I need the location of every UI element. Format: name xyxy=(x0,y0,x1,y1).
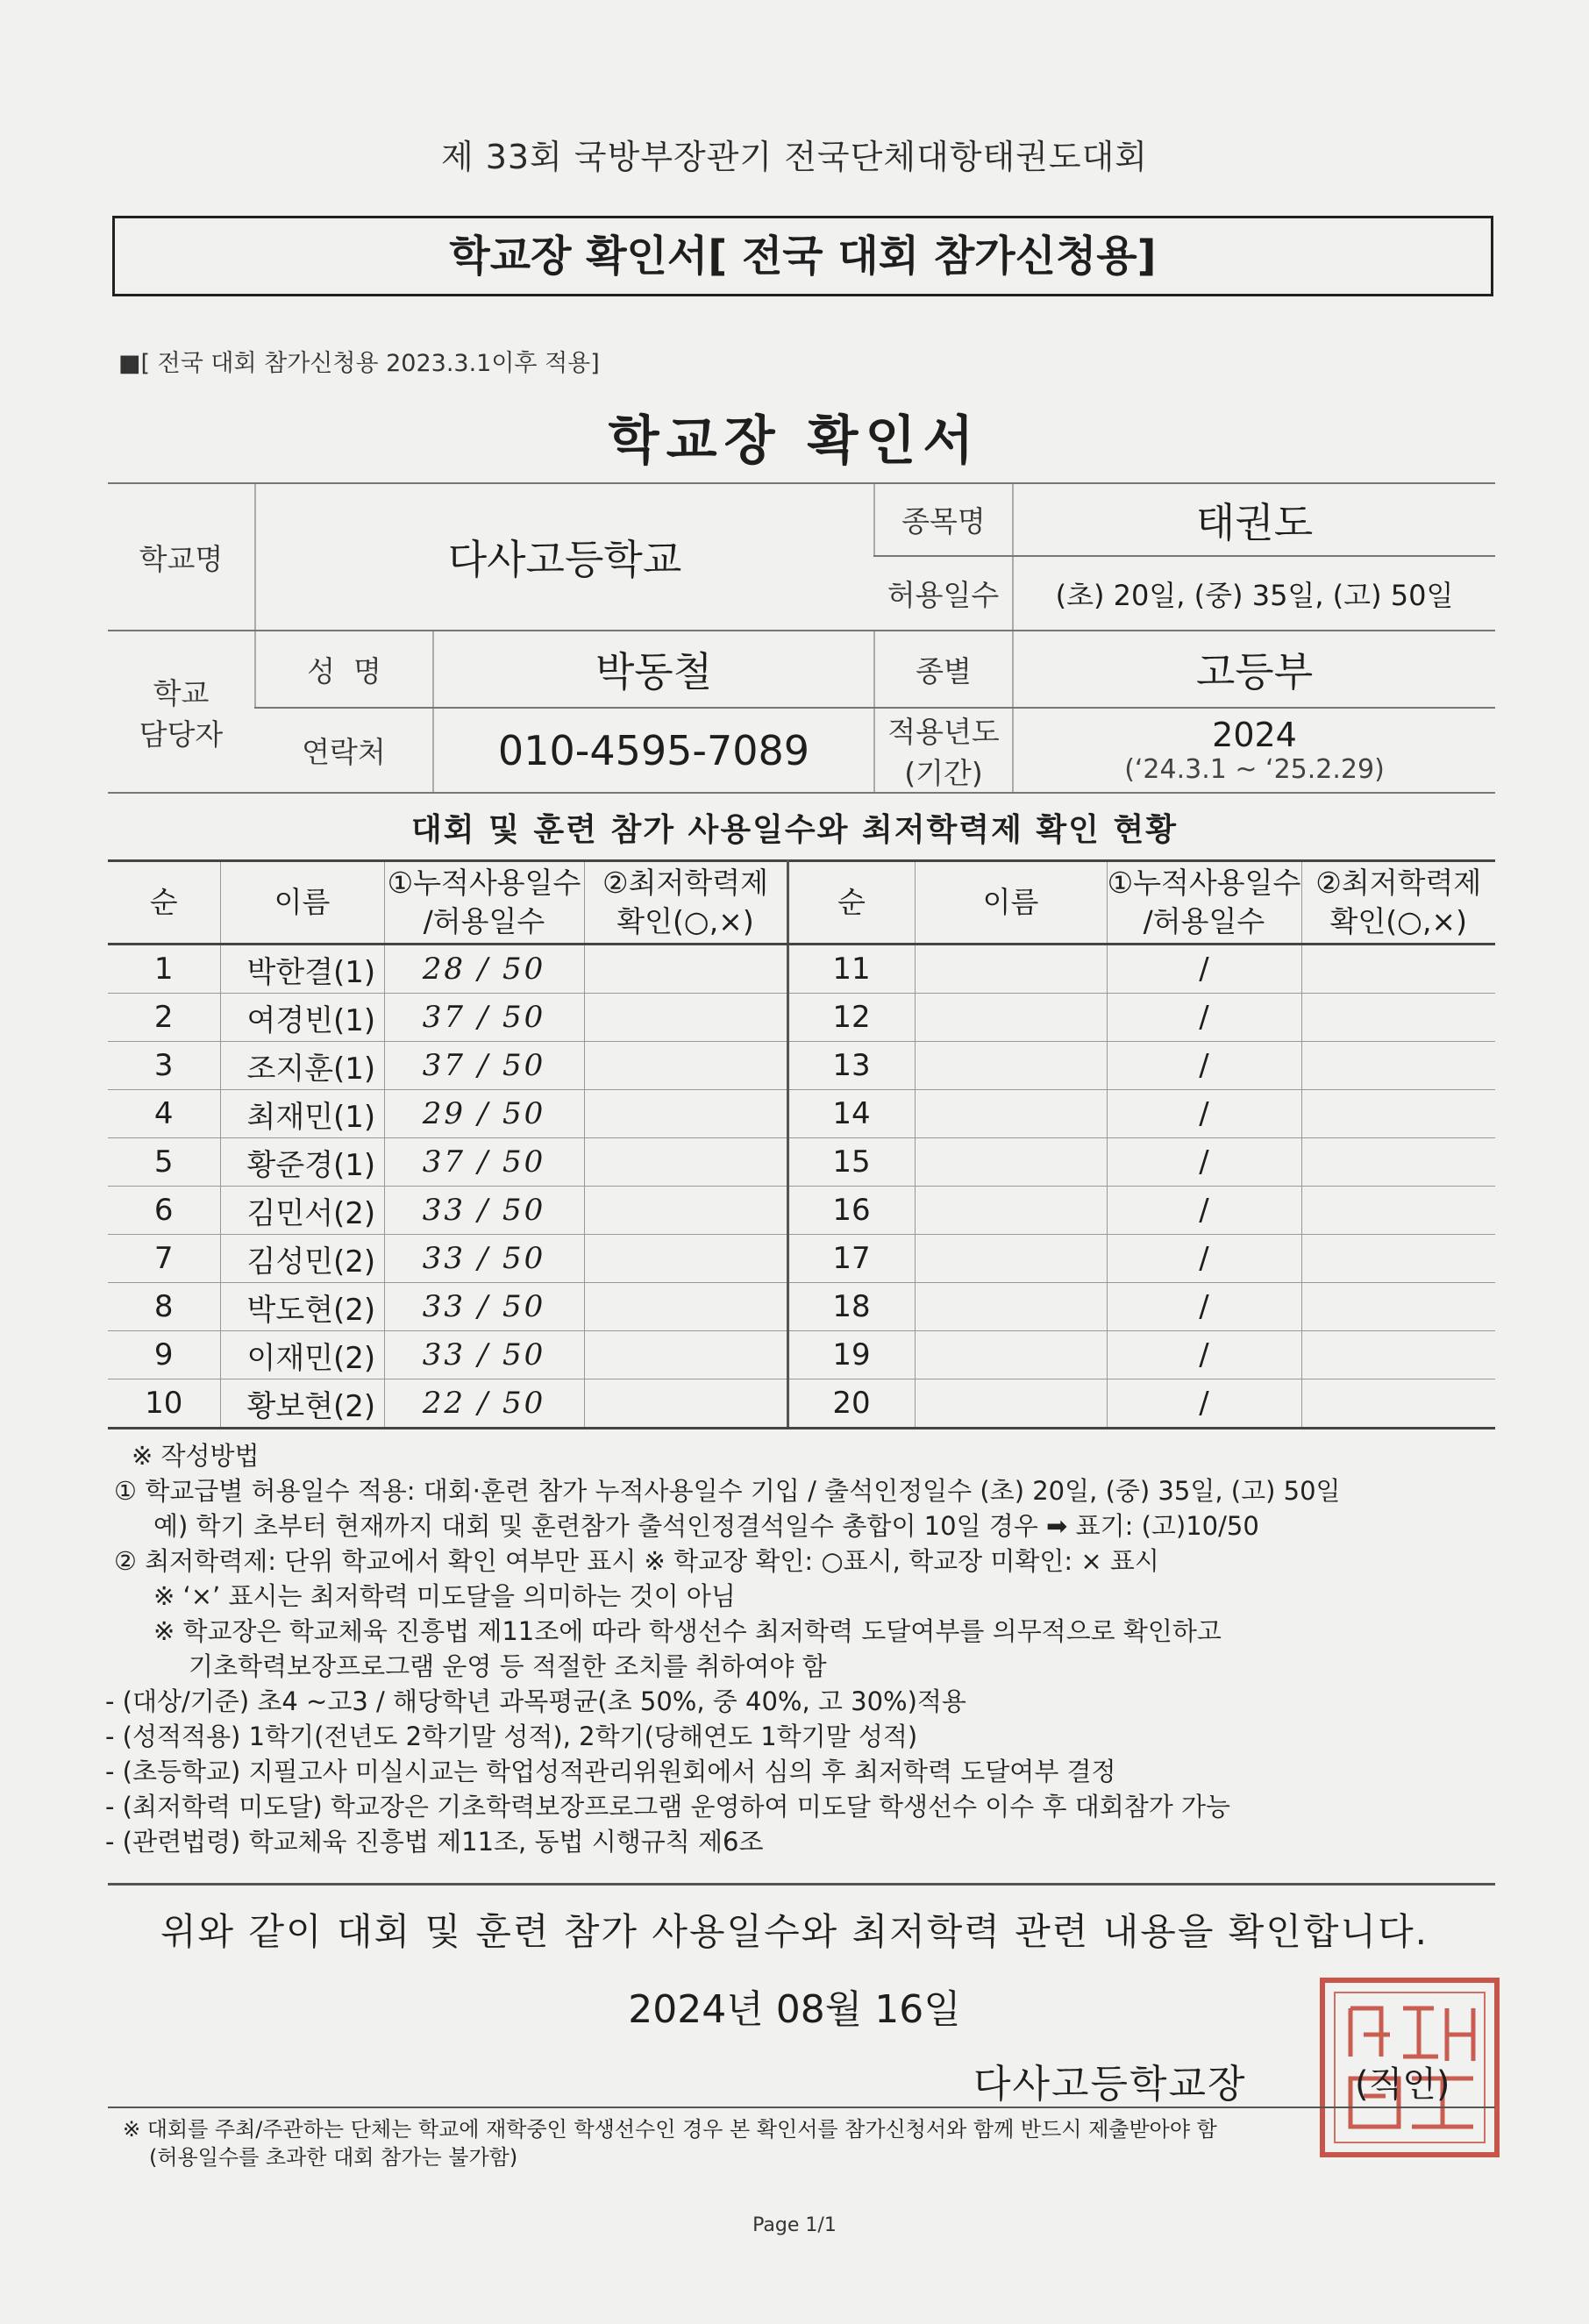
main-title: 학교장 확인서 xyxy=(608,410,981,472)
row-check-right xyxy=(1301,1283,1495,1331)
row-days: 37 / 50 xyxy=(384,1042,584,1090)
header-check-right-line2: 확인(○,×) xyxy=(1329,904,1467,938)
header-check xyxy=(584,861,787,945)
method-line: - (최저학력 미도달) 학교장은 기초학력보장프로그램 운영하여 미도달 학생선수 이수 후 대회참가 가능 xyxy=(105,1792,1231,1821)
row-no: 2 xyxy=(108,994,220,1042)
row-check-right xyxy=(1301,1235,1495,1283)
method-line: ※ ‘×’ 표시는 최저학력 미도달을 의미하는 것이 아님 xyxy=(153,1581,736,1611)
row-days: 33 / 50 xyxy=(384,1187,584,1235)
row-days-right: / xyxy=(1107,1138,1301,1187)
header-no: 순 xyxy=(108,861,220,945)
table-row xyxy=(108,1042,1495,1090)
writing-method xyxy=(105,1438,1500,1859)
table-row xyxy=(108,1331,1495,1379)
row-name-right xyxy=(915,1042,1107,1090)
row-name-right xyxy=(915,1235,1107,1283)
confirm-statement: 위와 같이 대회 및 훈련 참가 사용일수와 최저학력 관련 내용을 확인합니다. xyxy=(160,1910,1429,1953)
method-line: - (성적적용) 1학기(전년도 2학기말 성적), 2학기(당해연도 1학기말 성적) xyxy=(105,1722,918,1751)
header-check-line1: ②최저학력제 xyxy=(602,866,768,900)
header-days-line2: /허용일수 xyxy=(423,904,545,938)
row-days-right: / xyxy=(1107,1235,1301,1283)
table-row xyxy=(108,1187,1495,1235)
year-value: 2024 xyxy=(1212,716,1297,754)
allowed-days-value: (초) 20일, (중) 35일, (고) 50일 xyxy=(1013,556,1495,631)
name-label: 성 명 xyxy=(255,631,433,708)
row-no: 4 xyxy=(108,1090,220,1138)
row-check xyxy=(584,1090,787,1138)
row-no-right: 16 xyxy=(787,1187,915,1235)
row-days-right: / xyxy=(1107,1379,1301,1429)
row-no: 8 xyxy=(108,1283,220,1331)
division-label: 종별 xyxy=(874,631,1013,708)
row-check xyxy=(584,1138,787,1187)
row-name: 박도현(2) xyxy=(220,1283,384,1331)
row-name-right xyxy=(915,945,1107,994)
method-line: - (초등학교) 지필고사 미실시교는 학업성적관리위원회에서 심의 후 최저학력 도달여부 결정 xyxy=(105,1757,1116,1786)
footer-divider xyxy=(108,2107,1495,2108)
header-check-line2: 확인(○,×) xyxy=(616,904,754,938)
method-line: ① 학교급별 허용일수 적용: 대회·훈련 참가 누적사용일수 기입 / 출석인정일수 (초) 20일, (중) 35일, (고) 50일 xyxy=(114,1476,1341,1506)
table-row xyxy=(108,1379,1495,1429)
row-check xyxy=(584,1042,787,1090)
banner-title: 학교장 확인서[ 전국 대회 참가신청용] xyxy=(112,216,1493,296)
method-line: 기초학력보장프로그램 운영 등 적절한 조치를 취하여야 함 xyxy=(189,1651,827,1681)
row-name-right xyxy=(915,994,1107,1042)
table-row xyxy=(108,1138,1495,1187)
footnote xyxy=(123,2115,1217,2171)
row-check xyxy=(584,1331,787,1379)
table-row xyxy=(108,1090,1495,1138)
row-no: 10 xyxy=(108,1379,220,1429)
section-title: 대회 및 훈련 참가 사용일수와 최저학력제 확인 현황 xyxy=(410,812,1179,848)
method-line: ※ 학교장은 학교체육 진흥법 제11조에 따라 학생선수 최저학력 도달여부를 의무적으로 확인하고 xyxy=(153,1616,1222,1646)
row-check xyxy=(584,1235,787,1283)
method-line: 예) 학기 초부터 현재까지 대회 및 훈련참가 출석인정결석일수 총합이 10일 경우 ➡ 표기: (고)10/50 xyxy=(153,1511,1259,1541)
footnote-line2: (허용일수를 초과한 대회 참가는 불가함) xyxy=(149,2145,518,2170)
row-no: 6 xyxy=(108,1187,220,1235)
row-no-right: 19 xyxy=(787,1331,915,1379)
row-no-right: 15 xyxy=(787,1138,915,1187)
usage-table xyxy=(108,859,1495,1429)
info-table xyxy=(108,482,1495,794)
row-check-right xyxy=(1301,1090,1495,1138)
row-name-right xyxy=(915,1331,1107,1379)
year-label-line1: 적용년도 xyxy=(887,714,1000,749)
row-no: 1 xyxy=(108,945,220,994)
row-days: 37 / 50 xyxy=(384,1138,584,1187)
row-no-right: 12 xyxy=(787,994,915,1042)
division-value: 고등부 xyxy=(1013,631,1495,708)
footnote-line1: ※ 대회를 주최/주관하는 단체는 학교에 재학중인 학생선수인 경우 본 확인서를 참가신청서와 함께 반드시 제출받아야 함 xyxy=(123,2117,1217,2142)
row-check xyxy=(584,994,787,1042)
row-check-right xyxy=(1301,1138,1495,1187)
page-number: Page 1/1 xyxy=(752,2214,837,2236)
row-no-right: 20 xyxy=(787,1379,915,1429)
header-name-right: 이름 xyxy=(915,861,1107,945)
row-days: 22 / 50 xyxy=(384,1379,584,1429)
row-days-right: / xyxy=(1107,994,1301,1042)
row-name: 최재민(1) xyxy=(220,1090,384,1138)
row-name-right xyxy=(915,1187,1107,1235)
row-name: 이재민(2) xyxy=(220,1331,384,1379)
contact-value: 010-4595-7089 xyxy=(433,708,874,793)
table-row xyxy=(108,994,1495,1042)
header-no-right: 순 xyxy=(787,861,915,945)
manager-label-line2: 담당자 xyxy=(139,716,224,752)
row-name: 박한결(1) xyxy=(220,945,384,994)
row-name-right xyxy=(915,1283,1107,1331)
top-note: ■[ 전국 대회 참가신청용 2023.3.1이후 적용] xyxy=(118,350,600,377)
row-no-right: 14 xyxy=(787,1090,915,1138)
row-check-right xyxy=(1301,1331,1495,1379)
row-no: 3 xyxy=(108,1042,220,1090)
manager-label-line1: 학교 xyxy=(153,675,210,710)
table-row xyxy=(108,945,1495,994)
row-name: 황보현(2) xyxy=(220,1379,384,1429)
year-label-line2: (기간) xyxy=(904,755,983,790)
row-name: 조지훈(1) xyxy=(220,1042,384,1090)
row-check-right xyxy=(1301,1187,1495,1235)
row-days-right: / xyxy=(1107,1283,1301,1331)
row-check-right xyxy=(1301,945,1495,994)
row-days-right: / xyxy=(1107,1187,1301,1235)
year-cell xyxy=(1013,708,1495,793)
row-name: 김성민(2) xyxy=(220,1235,384,1283)
header-name: 이름 xyxy=(220,861,384,945)
row-days: 33 / 50 xyxy=(384,1331,584,1379)
method-line: - (대상/기준) 초4 ~고3 / 해당학년 과목평균(초 50%, 중 40%, 고 30%)적용 xyxy=(105,1686,966,1716)
header-days-right xyxy=(1107,861,1301,945)
sport-label: 종목명 xyxy=(874,483,1013,556)
row-name: 황준경(1) xyxy=(220,1138,384,1187)
header-days-right-line2: /허용일수 xyxy=(1143,904,1265,938)
school-value: 다사고등학교 xyxy=(255,483,874,631)
header-days-line1: ①누적사용일수 xyxy=(387,866,581,900)
row-days: 33 / 50 xyxy=(384,1235,584,1283)
header-days xyxy=(384,861,584,945)
row-name-right xyxy=(915,1379,1107,1429)
row-days: 29 / 50 xyxy=(384,1090,584,1138)
row-no-right: 11 xyxy=(787,945,915,994)
row-check xyxy=(584,1379,787,1429)
event-title: 제 33회 국방부장관기 전국단체대항태권도대회 xyxy=(440,138,1149,176)
seal-mark: (직인) xyxy=(1355,2064,1450,2105)
method-line: ② 최저학력제: 단위 학교에서 확인 여부만 표시 ※ 학교장 확인: ○표시, 학교장 미확인: × 표시 xyxy=(114,1546,1159,1576)
year-label xyxy=(874,708,1013,793)
row-check-right xyxy=(1301,994,1495,1042)
row-no: 9 xyxy=(108,1331,220,1379)
row-check xyxy=(584,1187,787,1235)
row-days-right: / xyxy=(1107,945,1301,994)
row-name-right xyxy=(915,1138,1107,1187)
row-name: 여경빈(1) xyxy=(220,994,384,1042)
manager-label xyxy=(108,631,255,793)
allowed-days-label: 허용일수 xyxy=(874,556,1013,631)
row-check xyxy=(584,1283,787,1331)
table-row xyxy=(108,1283,1495,1331)
name-value: 박동철 xyxy=(433,631,874,708)
row-check-right xyxy=(1301,1042,1495,1090)
row-no-right: 17 xyxy=(787,1235,915,1283)
row-check-right xyxy=(1301,1379,1495,1429)
sport-value: 태권도 xyxy=(1013,483,1495,556)
row-days: 28 / 50 xyxy=(384,945,584,994)
divider xyxy=(108,1883,1495,1886)
contact-label: 연락처 xyxy=(255,708,433,793)
row-name-right xyxy=(915,1090,1107,1138)
row-days-right: / xyxy=(1107,1331,1301,1379)
row-no: 5 xyxy=(108,1138,220,1187)
method-title: ※ 작성방법 xyxy=(132,1441,260,1471)
row-check xyxy=(584,945,787,994)
row-no-right: 18 xyxy=(787,1283,915,1331)
period-value: (‘24.3.1 ~ ‘25.2.29) xyxy=(1124,754,1385,785)
row-name: 김민서(2) xyxy=(220,1187,384,1235)
row-days: 37 / 50 xyxy=(384,994,584,1042)
row-days-right: / xyxy=(1107,1042,1301,1090)
row-days-right: / xyxy=(1107,1090,1301,1138)
header-days-right-line1: ①누적사용일수 xyxy=(1107,866,1301,900)
row-no: 7 xyxy=(108,1235,220,1283)
header-check-right-line1: ②최저학력제 xyxy=(1315,866,1482,900)
method-line: - (관련법령) 학교체육 진흥법 제11조, 동법 시행규칙 제6조 xyxy=(105,1827,764,1857)
header-check-right xyxy=(1301,861,1495,945)
school-label: 학교명 xyxy=(108,483,255,631)
row-no-right: 13 xyxy=(787,1042,915,1090)
table-row xyxy=(108,1235,1495,1283)
signer-title: 다사고등학교장 xyxy=(973,2062,1247,2107)
row-days: 33 / 50 xyxy=(384,1283,584,1331)
issue-date: 2024년 08월 16일 xyxy=(628,1987,961,2032)
